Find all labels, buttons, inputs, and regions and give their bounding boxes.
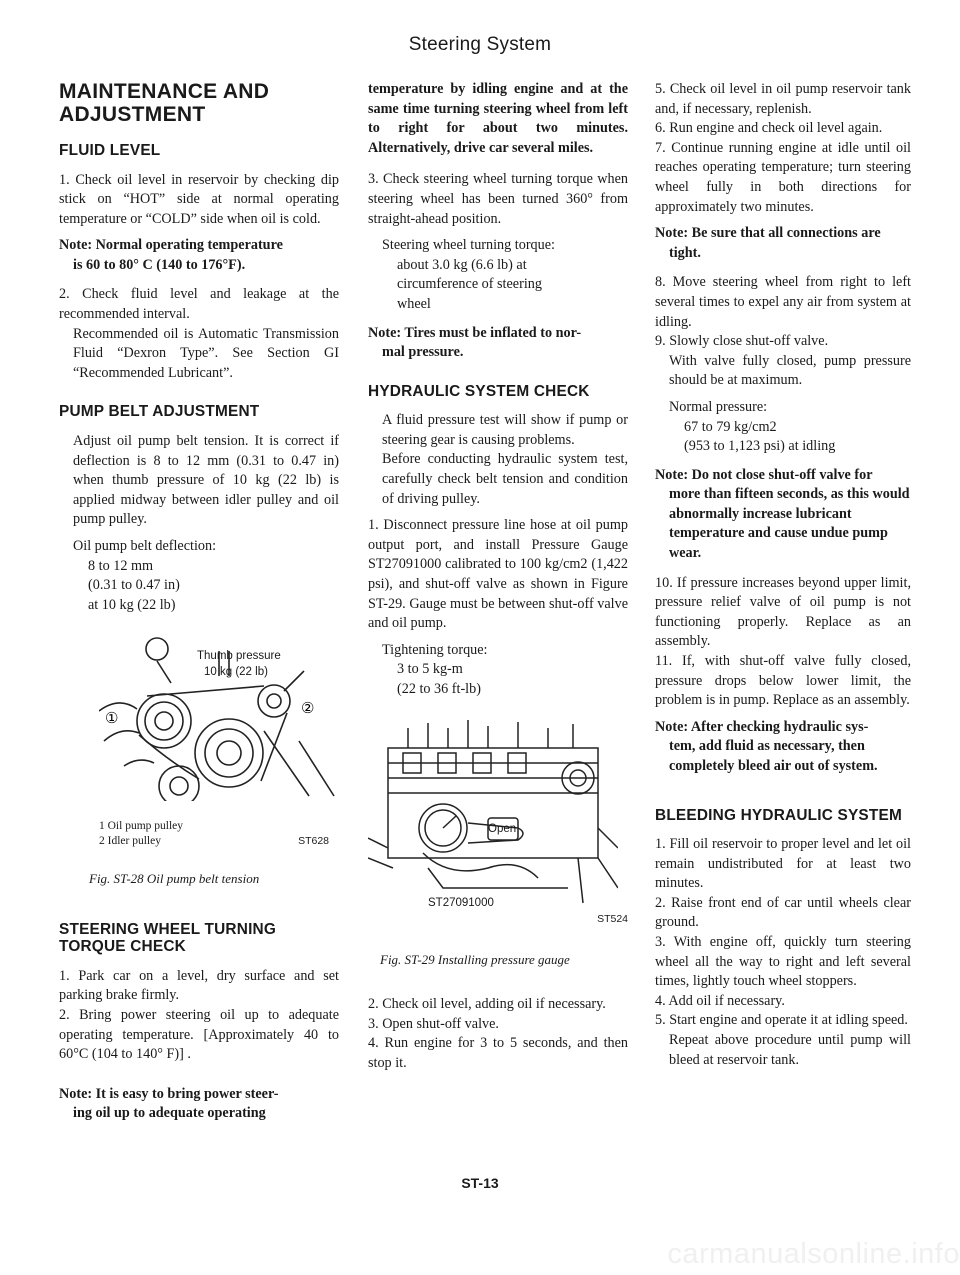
label-open: Open bbox=[488, 822, 517, 835]
paragraph-continued: temperature by idling engine and at the same time turning steering wheel from left to right for about two minutes. Alternatively, drive car several miles. bbox=[368, 81, 628, 156]
label-thumb-pressure: Thumb pressure bbox=[197, 650, 281, 663]
figure-legend bbox=[99, 819, 329, 849]
note-rest: ing oil up to adequate operating bbox=[73, 1105, 266, 1122]
note bbox=[655, 718, 911, 777]
spec-label: Normal pressure: bbox=[669, 398, 768, 415]
column-middle bbox=[368, 80, 628, 1081]
spec-block bbox=[368, 236, 628, 314]
watermark: carmanualsonline.info bbox=[667, 1238, 960, 1270]
spec-block bbox=[655, 398, 911, 457]
paragraph: Adjust oil pump belt tension. It is correct if deflection is 8 to 12 mm (0.31 to 0.47 in) when thumb pressure of 10 kg (22 lb) is applied midway between idler pulley and oil pump pulley. bbox=[73, 432, 339, 528]
spec-line: wheel bbox=[397, 295, 431, 312]
note-rest: more than fifteen seconds, as this would abnormally increase lubricant temperature and cause undue pump wear. bbox=[669, 486, 910, 562]
paragraph: 3. Open shut-off valve. bbox=[368, 1015, 499, 1032]
page-number: ST-13 bbox=[461, 1175, 499, 1191]
note-rest: tight. bbox=[669, 244, 701, 261]
heading-bleeding: BLEEDING HYDRAULIC SYSTEM bbox=[655, 806, 902, 824]
paragraph: 3. Check steering wheel turning torque when steering wheel has been turned 360° from straight-ahead position. bbox=[368, 171, 628, 227]
paragraph: 3. With engine off, quickly turn steering wheel all the way to right and left several times, lightly touch wheel stoppers. bbox=[655, 934, 911, 990]
spec-line: circumference of steering bbox=[397, 276, 542, 293]
note-lead: Note: Be sure that all connections are bbox=[655, 225, 881, 242]
spec-line: (953 to 1,123 psi) at idling bbox=[684, 438, 836, 455]
note-lead: Note: Tires must be inflated to nor- bbox=[368, 324, 582, 341]
paragraph: 2. Check oil level, adding oil if necessary. bbox=[368, 996, 606, 1013]
spec-line: (22 to 36 ft-lb) bbox=[397, 680, 481, 697]
paragraph: 6. Run engine and check oil level again. bbox=[655, 120, 883, 137]
figure-code: ST628 bbox=[298, 835, 329, 848]
heading-torque-check: STEERING WHEEL TURNING TORQUE CHECK bbox=[59, 920, 277, 956]
paragraph: 5. Start engine and operate it at idling speed. bbox=[655, 1012, 908, 1029]
paragraph: 10. If pressure increases beyond upper limit, pressure relief valve of oil pump is not functioning properly. Replace as an assembly. bbox=[655, 574, 911, 650]
column-right bbox=[655, 80, 911, 1077]
spec-block bbox=[59, 537, 339, 615]
paragraph: Before conducting hydraulic system test, carefully check belt tension and condition of driving pulley. bbox=[382, 451, 628, 507]
note-rest: tem, add fluid as necessary, then completely bleed air out of system. bbox=[669, 738, 878, 774]
paragraph: 2. Raise front end of car until wheels clear ground. bbox=[655, 894, 911, 931]
note-lead: Note: Do not close shut-off valve for bbox=[655, 466, 873, 483]
note-lead: Note: After checking hydraulic sys- bbox=[655, 718, 869, 735]
note-lead: Note: It is easy to bring power steer- bbox=[59, 1085, 279, 1102]
spec-label: Tightening torque: bbox=[382, 641, 488, 658]
figure-caption: Fig. ST-28 Oil pump belt tension bbox=[89, 871, 260, 887]
heading-pump-belt: PUMP BELT ADJUSTMENT bbox=[59, 403, 260, 421]
note-rest: mal pressure. bbox=[382, 344, 464, 361]
paragraph: 1. Disconnect pressure line hose at oil pump output port, and install Pressure Gauge ST27091000 calibrated to 100 kg/cm2 (1,422 psi), and shut-off valve as shown in Figure ST-29. Gauge must be between shut-off valve and oil pump. bbox=[368, 517, 628, 632]
paragraph: Repeat above procedure until pump will bleed at reservoir tank. bbox=[669, 1032, 911, 1068]
paragraph: Recommended oil is Automatic Transmission Fluid “Dexron Type”. See Section GI “Recommended Lubricant”. bbox=[73, 325, 339, 381]
legend-item: 1 Oil pump pulley bbox=[99, 820, 184, 833]
paragraph: 2. Bring power steering oil up to adequate operating temperature. [Approximately 40 to 60°C (104 to 140° F)] . bbox=[59, 1007, 339, 1063]
callout-2: ② bbox=[301, 700, 315, 718]
paragraph: 7. Continue running engine at idle until oil reaches operating temperature; turn steering wheel fully in both directions for approximately two minutes. bbox=[655, 139, 911, 215]
note-rest: is 60 to 80° C (140 to 176°F). bbox=[73, 256, 246, 273]
paragraph: 1. Fill oil reservoir to proper level and let oil remain undistributed for at least two minutes. bbox=[655, 836, 911, 892]
figure-caption: Fig. ST-29 Installing pressure gauge bbox=[380, 951, 570, 967]
legend-text: 2 Idler pulley bbox=[99, 835, 161, 848]
spec-line: about 3.0 kg (6.6 lb) at bbox=[397, 256, 527, 273]
heading-hydraulic-check: HYDRAULIC SYSTEM CHECK bbox=[368, 382, 590, 400]
callout-1: ① bbox=[105, 710, 119, 728]
label-tool-number: ST27091000 bbox=[428, 896, 494, 909]
spec-label: Oil pump belt deflection: bbox=[73, 537, 217, 554]
running-head: Steering System bbox=[408, 34, 552, 55]
label-force: 10 kg (22 lb) bbox=[204, 666, 268, 679]
note bbox=[59, 236, 339, 275]
paragraph: 5. Check oil level in oil pump reservoir tank and, if necessary, replenish. bbox=[655, 81, 911, 117]
section-title: MAINTENANCE AND ADJUSTMENT bbox=[59, 80, 270, 126]
figure-st29 bbox=[368, 718, 628, 944]
legend-item bbox=[99, 834, 329, 849]
note bbox=[59, 1085, 339, 1124]
note bbox=[368, 324, 628, 363]
figure-code: ST524 bbox=[597, 912, 628, 925]
heading-fluid-level: FLUID LEVEL bbox=[59, 142, 161, 159]
paragraph: 1. Park car on a level, dry surface and set parking brake firmly. bbox=[59, 967, 339, 1004]
spec-line: 67 to 79 kg/cm2 bbox=[684, 418, 777, 435]
paragraph: With valve fully closed, pump pressure should be at maximum. bbox=[669, 352, 911, 389]
paragraph: 2. Check fluid level and leakage at the recommended interval. bbox=[59, 286, 339, 323]
paragraph: 4. Run engine for 3 to 5 seconds, and then stop it. bbox=[368, 1035, 628, 1071]
spec-label: Steering wheel turning torque: bbox=[382, 237, 555, 254]
paragraph: A fluid pressure test will show if pump or steering gear is causing problems. bbox=[382, 412, 628, 448]
paragraph: 4. Add oil if necessary. bbox=[655, 992, 785, 1009]
spec-line: (0.31 to 0.47 in) bbox=[88, 577, 180, 594]
column-left bbox=[59, 80, 339, 1134]
note bbox=[655, 466, 911, 564]
note bbox=[655, 224, 911, 263]
spec-line: at 10 kg (22 lb) bbox=[88, 596, 176, 613]
paragraph: 9. Slowly close shut-off valve. bbox=[655, 333, 829, 350]
spec-block bbox=[368, 641, 628, 700]
paragraph: 8. Move steering wheel from right to left several times to expel any air from system at idling. bbox=[655, 274, 911, 330]
spec-line: 8 to 12 mm bbox=[88, 557, 154, 574]
paragraph: 11. If, with shut-off valve fully closed, pressure drops below lower limit, the problem is in pump. Replace as an assembly. bbox=[655, 653, 911, 709]
figure-st28 bbox=[59, 625, 339, 863]
pressure-gauge-diagram bbox=[368, 718, 618, 918]
spec-line: 3 to 5 kg-m bbox=[397, 661, 463, 678]
note-lead: Note: Normal operating temperature bbox=[59, 237, 283, 254]
paragraph: 1. Check oil level in reservoir by checking dip stick on “HOT” side at normal operating temperature or “COLD” side when oil is cold. bbox=[59, 171, 339, 227]
